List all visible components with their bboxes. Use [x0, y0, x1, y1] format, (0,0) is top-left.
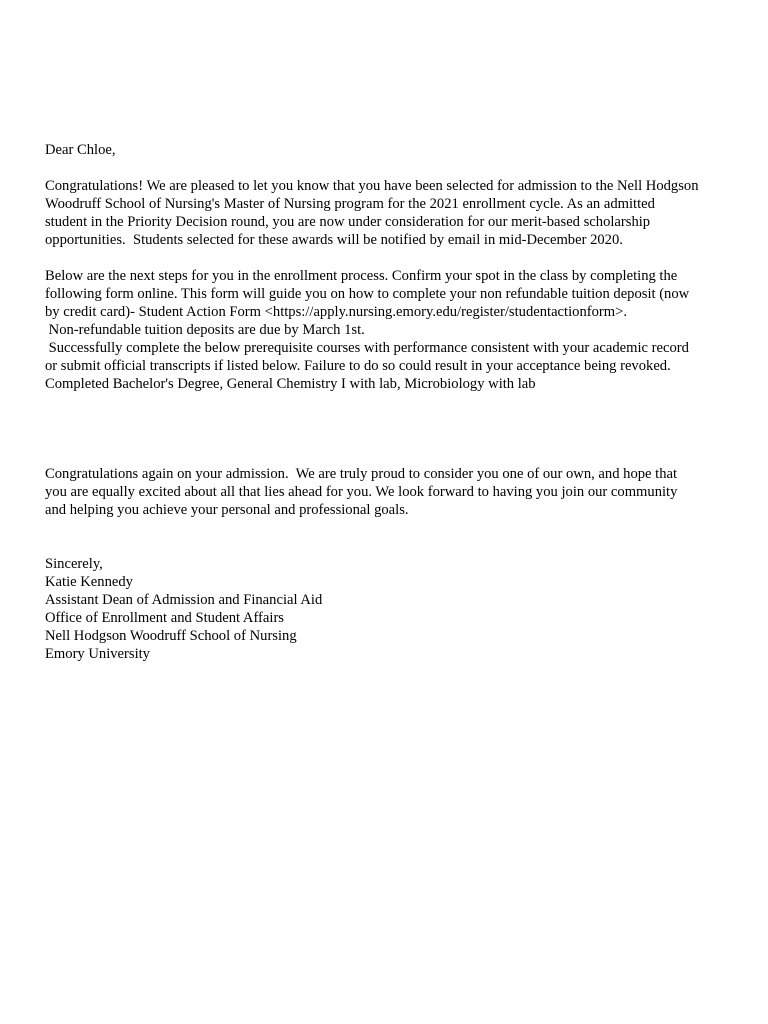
greeting-line: Dear Chloe,: [45, 142, 116, 158]
next-steps-paragraph: [45, 267, 735, 393]
closing-salutation: Sincerely,: [45, 556, 103, 572]
admission-letter: [45, 141, 735, 663]
paragraph-line: you are equally excited about all that lies ahead for you. We look forward to having you join our community: [45, 484, 678, 500]
paragraph-line: student in the Priority Decision round, you are now under consideration for our merit-based scholarship: [45, 214, 651, 230]
signer-school: Nell Hodgson Woodruff School of Nursing: [45, 628, 297, 644]
paragraph-line: opportunities. Students selected for these awards will be notified by email in mid-December 2020.: [45, 232, 623, 248]
congratulations-paragraph: [45, 177, 735, 249]
prerequisite-courses-line: Completed Bachelor's Degree, General Chemistry I with lab, Microbiology with lab: [45, 376, 536, 392]
paragraph-line: or submit official transcripts if listed below. Failure to do so could result in your acceptance being revoked.: [45, 358, 671, 374]
paragraph-line: Congratulations again on your admission. We are truly proud to consider you one of our own, and hope that: [45, 466, 678, 482]
signer-office: Office of Enrollment and Student Affairs: [45, 610, 284, 626]
signer-name: Katie Kennedy: [45, 574, 133, 590]
paragraph-line: and helping you achieve your personal and professional goals.: [45, 502, 409, 518]
student-action-form-link[interactable]: by credit card)- Student Action Form <https://apply.nursing.emory.edu/register/studentactionform>.: [45, 304, 627, 320]
signer-title: Assistant Dean of Admission and Financial Aid: [45, 592, 323, 608]
paragraph-line: Woodruff School of Nursing's Master of Nursing program for the 2021 enrollment cycle. As an admitted: [45, 196, 655, 212]
paragraph-line: Below are the next steps for you in the enrollment process. Confirm your spot in the class by completing the: [45, 268, 678, 284]
paragraph-line: Successfully complete the below prerequisite courses with performance consistent with your academic record: [45, 340, 689, 356]
greeting: [45, 141, 735, 159]
paragraph-line: Congratulations! We are pleased to let you know that you have been selected for admission to the Nell Hodgson: [45, 178, 699, 194]
paragraph-line: following form online. This form will guide you on how to complete your non refundable tuition deposit (now: [45, 286, 690, 302]
signer-university: Emory University: [45, 646, 150, 662]
deposit-deadline-line: Non-refundable tuition deposits are due by March 1st.: [45, 322, 365, 338]
signature-block: [45, 555, 735, 663]
closing-paragraph: [45, 465, 735, 519]
